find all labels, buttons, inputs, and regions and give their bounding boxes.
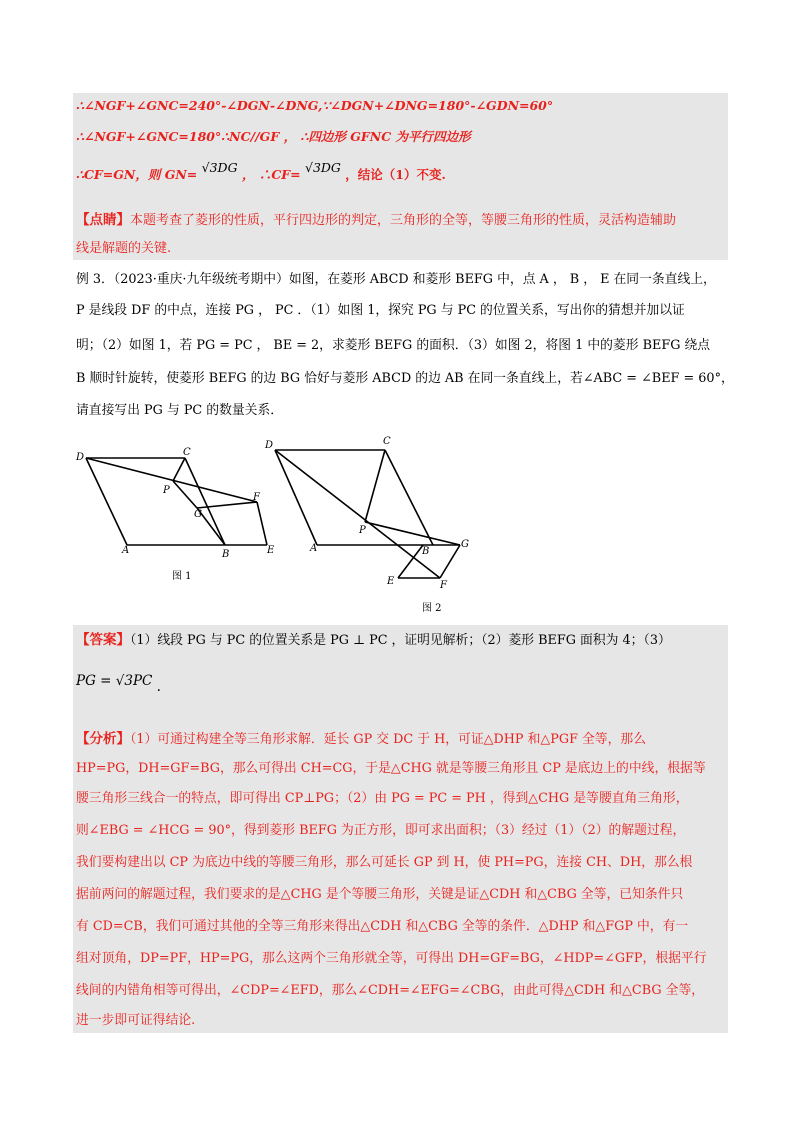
analysis-line-6: 据前两问的解题过程，我们要求的是△CHG 是个等腰三角形，关键是证△CDH 和△CBG 全等，已知条件只 bbox=[76, 887, 684, 902]
sqrt-3dg-2: √3DG bbox=[304, 160, 341, 175]
analysis-tag: 【分析】 bbox=[76, 731, 130, 747]
fig1-label-f: F bbox=[253, 492, 260, 503]
fig2-label-c: C bbox=[383, 436, 391, 447]
analysis-line-3: 腰三角形三线合一的特点，即可得出 CP⊥PG；（2）由 PG = PC = PH ，得到△CHG 是等腰直角三角形， bbox=[76, 791, 689, 806]
dianjing-tag: 【点睛】 bbox=[76, 212, 130, 228]
analysis-line-4: 则∠EBG = ∠HCG = 90°，得到菱形 BEFG 为正方形，即可求出面积；（3）经过（1）（2）的解题过程， bbox=[76, 823, 686, 838]
top-line-3b: ， bbox=[241, 167, 255, 182]
top-line-3a: ∴CF=GN，则 GN= bbox=[76, 167, 198, 182]
top-line-2b: ∴四边形 GFNC 为平行四边形 bbox=[300, 129, 471, 144]
fig1-label-e: E bbox=[267, 545, 275, 556]
sqrt-3dg-1: √3DG bbox=[201, 160, 238, 175]
analysis-line-8: 组对顶角，DP=PF，HP=PG，那么这两个三角形就全等，可得出 DH=GF=BG，∠HDP=∠GFP，根据平行 bbox=[76, 951, 707, 966]
analysis-text-1: （1）可通过构建全等三角形求解．延长 GP 交 DC 于 H，可证△DHP 和△PGF 全等，那么 bbox=[130, 732, 646, 747]
answer-tag: 【答案】 bbox=[76, 632, 130, 648]
figure-2 bbox=[255, 430, 485, 595]
fig2-label-f: F bbox=[440, 580, 447, 591]
answer-line-1 bbox=[76, 631, 671, 650]
analysis-line-9: 线间的内错角相等可得出，∠CDP=∠EFD，那么∠CDH=∠EFG=∠CBG，由此可得△CDH 和△CBG 全等， bbox=[76, 983, 705, 998]
fig1-label-c: C bbox=[183, 447, 191, 458]
example-line-2: P 是线段 DF 的中点，连接 PG ， PC ．（1）如图 1，探究 PG 与 PC 的位置关系，写出你的猜想并加以证 bbox=[76, 303, 685, 318]
top-line-3d: ，结论（1）不变. bbox=[345, 167, 446, 182]
answer-formula: PG = √3PC bbox=[76, 673, 153, 689]
analysis-line-2: HP=PG，DH=GF=BG，那么可得出 CH=CG，于是△CHG 就是等腰三角形且 CP 是底边上的中线，根据等 bbox=[76, 761, 706, 776]
top-line-2a: ∴∠NGF+∠GNC=180°∴NC//GF ， bbox=[76, 129, 297, 144]
answer-period: . bbox=[156, 679, 161, 695]
answer-text-1: （1）线段 PG 与 PC 的位置关系是 PG ⊥ PC ，证明见解析；（2）菱形 BEFG 面积为 4；（3） bbox=[130, 633, 671, 648]
example-line-1: 例 3．（2023·重庆·九年级统考期中）如图，在菱形 ABCD 和菱形 BEFG 中，点 A ， B ， E 在同一条直线上， bbox=[76, 272, 716, 287]
fig2-label-g: G bbox=[461, 539, 469, 550]
fig2-label-e: E bbox=[387, 576, 395, 587]
example-line-3: 明；（2）如图 1，若 PG = PC ， BE = 2，求菱形 BEFG 的面积．（3）如图 2，将图 1 中的菱形 BEFG 绕点 bbox=[76, 338, 711, 353]
dianjing-line-1 bbox=[76, 211, 676, 230]
top-line-2 bbox=[76, 128, 471, 146]
fig1-caption: 图 1 bbox=[172, 571, 192, 582]
dianjing-text-1: 本题考查了菱形的性质，平行四边形的判定，三角形的全等，等腰三角形的性质，灵活构造辅助 bbox=[130, 213, 677, 228]
fig2-caption: 图 2 bbox=[422, 603, 442, 614]
fig1-label-b: B bbox=[222, 549, 230, 560]
dianjing-line-2: 线是解题的关键. bbox=[76, 241, 172, 256]
fig2-label-b: B bbox=[422, 546, 430, 557]
answer-line-2 bbox=[76, 672, 161, 695]
analysis-line-10: 进一步即可证得结论. bbox=[76, 1013, 196, 1028]
fig2-label-d: D bbox=[265, 440, 274, 451]
analysis-line-5: 我们要构建出以 CP 为底边中线的等腰三角形，那么可延长 GP 到 H，使 PH=PG，连接 CH、DH，那么根 bbox=[76, 855, 693, 870]
fig1-label-g: G bbox=[194, 509, 202, 520]
analysis-line-1 bbox=[76, 730, 646, 749]
fig2-label-p: P bbox=[359, 525, 366, 536]
analysis-line-7: 有 CD=CB，我们可通过其他的全等三角形来得出△CDH 和△CBG 全等的条件．△DHP 和△FGP 中，有一 bbox=[76, 919, 689, 934]
top-line-1: ∴∠NGF+∠GNC=240°-∠DGN-∠DNG,∵∠DGN+∠DNG=180°-∠GDN=60° bbox=[76, 98, 554, 113]
fig1-label-d: D bbox=[76, 452, 85, 463]
example-line-5: 请直接写出 PG 与 PC 的数量关系． bbox=[76, 403, 284, 418]
fig2-label-a: A bbox=[310, 543, 318, 554]
top-line-3 bbox=[76, 160, 446, 184]
fig1-label-p: P bbox=[163, 485, 170, 496]
top-line-3c: ∴CF= bbox=[258, 167, 301, 182]
example-line-4: B 顺时针旋转，使菱形 BEFG 的边 BG 恰好与菱形 ABCD 的边 AB 在同一条直线上，若∠ABC = ∠BEF = 60°， bbox=[76, 371, 734, 386]
fig1-label-a: A bbox=[122, 545, 130, 556]
